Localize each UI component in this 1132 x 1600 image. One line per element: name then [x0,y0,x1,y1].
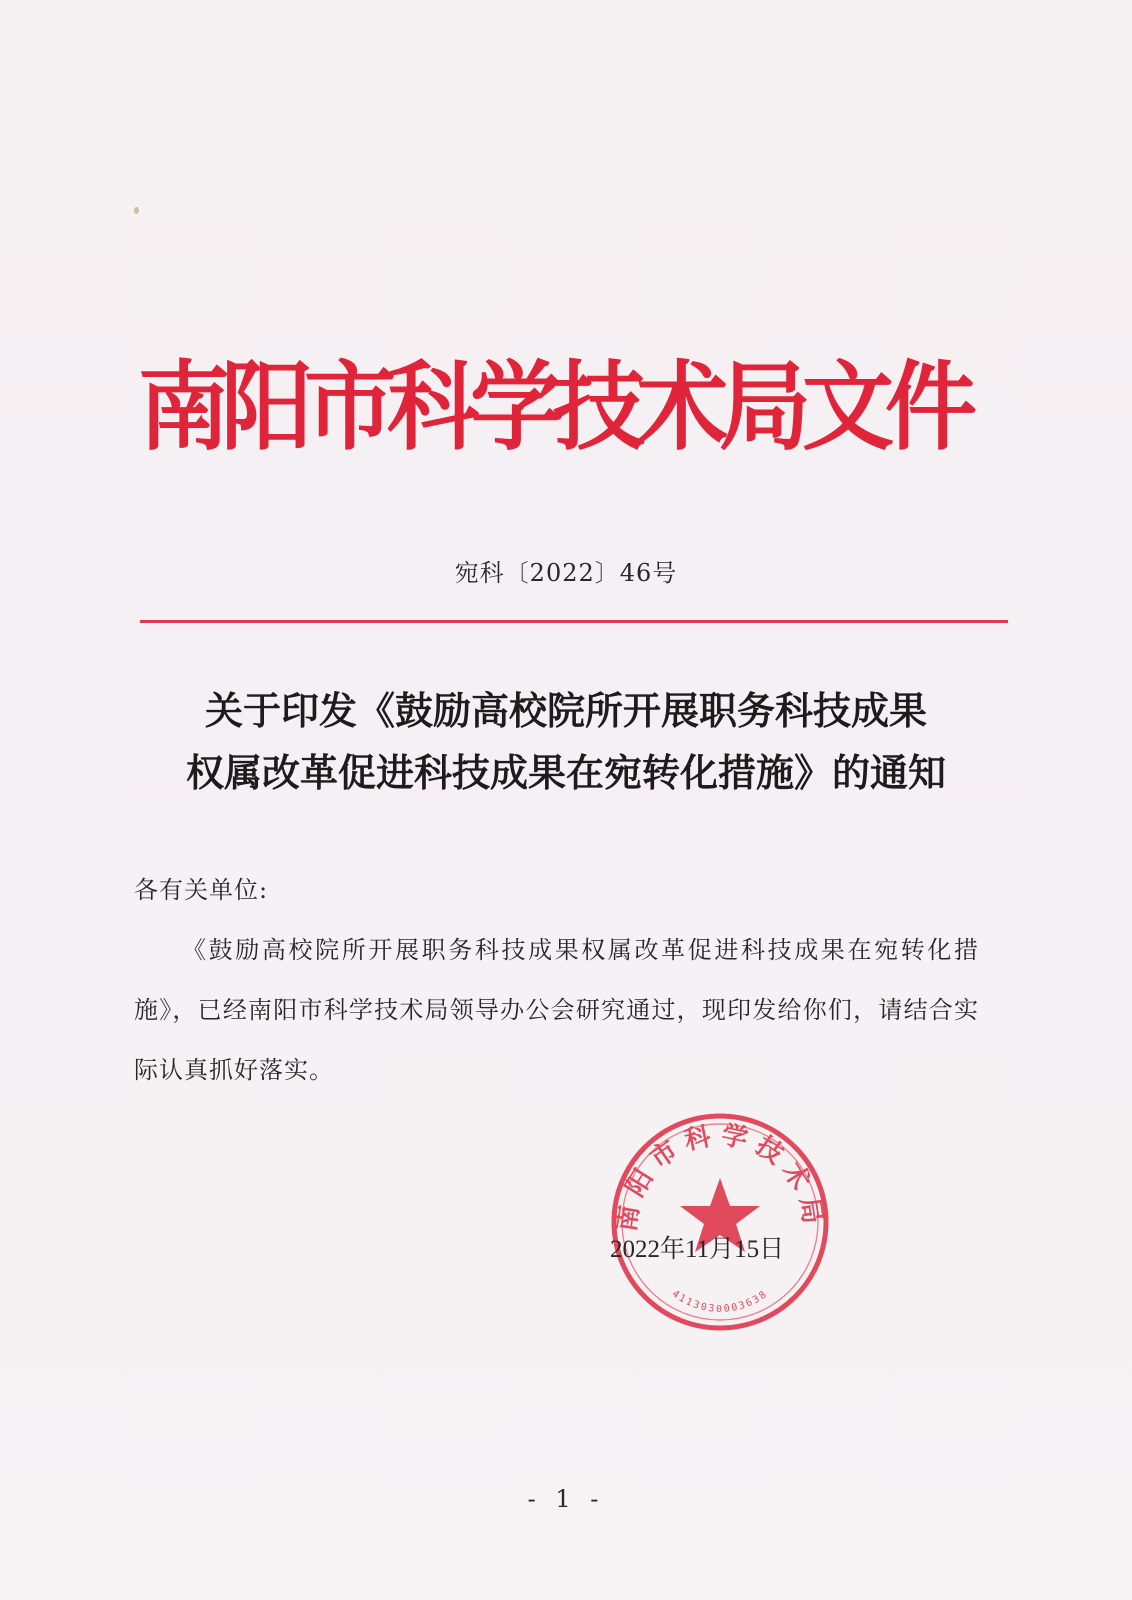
page-number: - 1 - [527,1485,605,1513]
paper-speck [134,207,139,214]
salutation: 各有关单位: [134,876,269,904]
issue-date: 2022年11月15日 [610,1236,785,1263]
document-title [0,680,1132,804]
seal-text: 南阳市科学技术局 [611,1120,829,1234]
red-divider [140,620,1008,623]
seal-code: 4113030003638 [669,1288,771,1315]
body-paragraph: 《鼓励高校院所开展职务科技成果权属改革促进科技成果在宛转化措施》，已经南阳市科学技术局领导办公会研究通过，现印发给你们，请结合实际认真抓好落实。 [134,936,979,1084]
document-number: 宛科〔2022〕46号 [454,559,678,587]
document-body [134,860,979,1100]
title-line-2: 权属改革促进科技成果在宛转化措施》的通知 [185,750,946,795]
svg-text:4113030003638 [670,1289,770,1315]
official-seal [606,1108,834,1336]
title-line-1: 关于印发《鼓励高校院所开展职务科技成果 [204,688,927,733]
masthead-title: 南阳市科学技术局文件 [138,351,969,464]
